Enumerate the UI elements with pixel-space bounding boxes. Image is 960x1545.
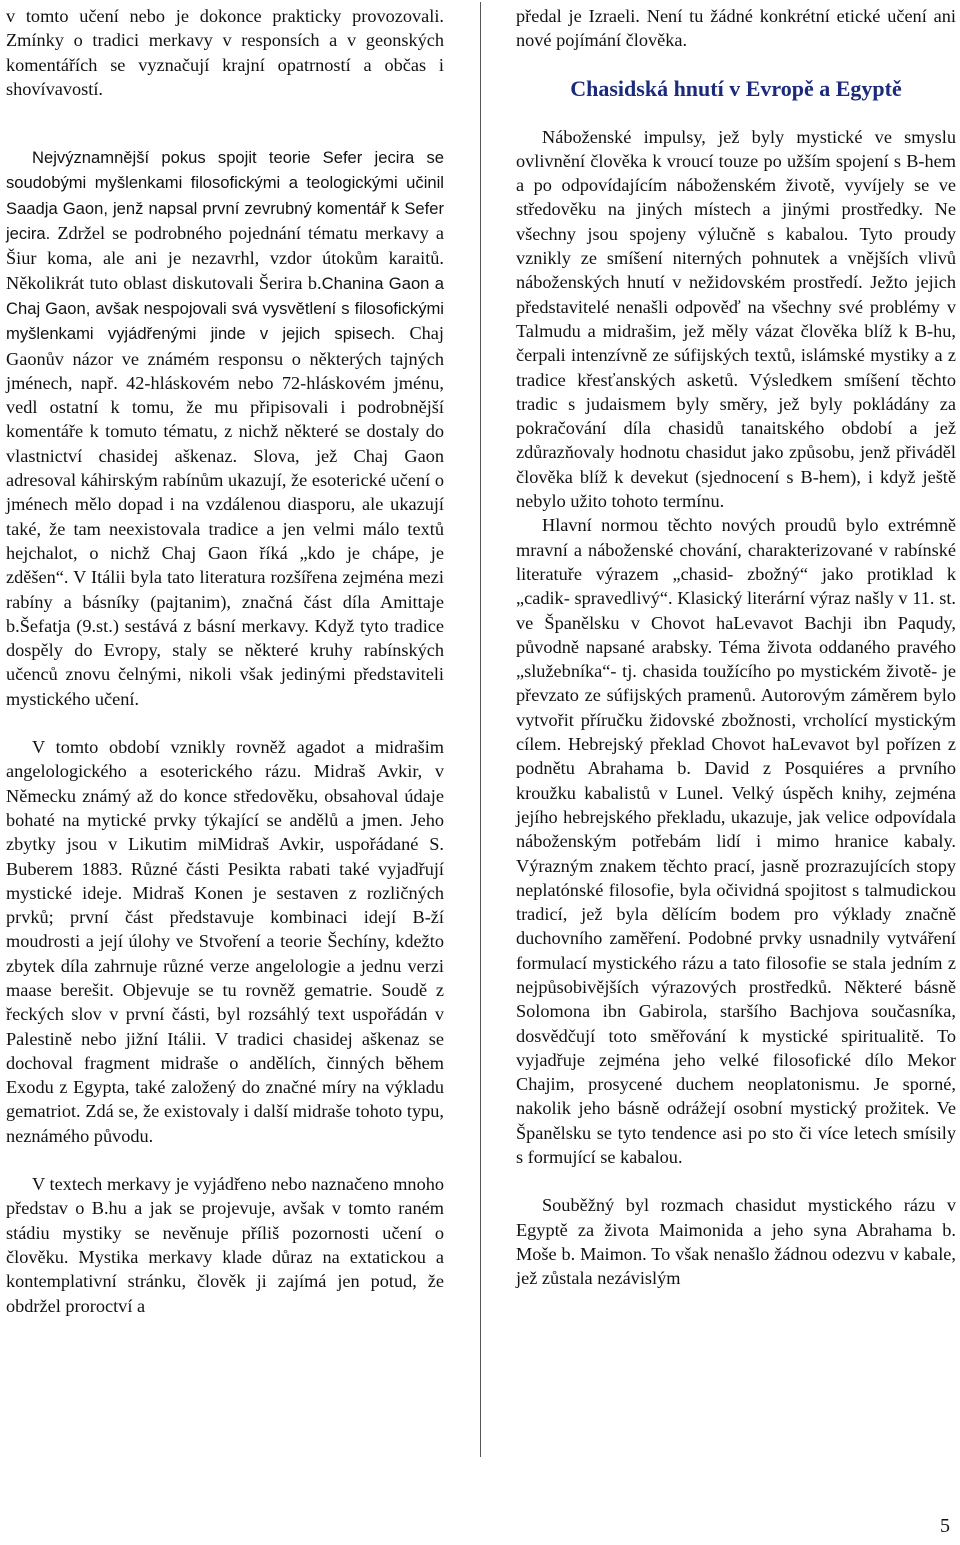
paragraph: Souběžný byl rozmach chasidut mystického rázu v Egyptě za života Maimonida a jeho syna Abrahama b. Moše b. Maimon. To však nenašlo žádnou odezvu v kabale, jež zůstala nezávislým (516, 1195, 956, 1289)
text-run: Nejvýznamnější pokus spojit teorie Sefer jecira se soudobými myšlenkami filosofickými a teologickými učinil Saadja Gaon, jenž napsal první zevrubný komentář k Sefer jecira. (6, 148, 444, 244)
paragraph: Hlavní normou těchto nových proudů bylo extrémně mravní a náboženské chování, charakterizované v rabínské literatuře výrazem „chasid- zbožný“ jako protiklad k „cadik- spravedlivý“. Klasický literární výraz našly v 11. st. ve Španělsku v Chovot haLevavot Bachji ibn Paqudy, původně napsané arabsky. Téma života oddaného pravého „služebníka“- tj. chasida toužícího po mystickém životě- je převzato ze súfijských pramenů. Autorovým záměrem bylo vytvořit příručku židovské zbožnosti, vrcholící mystickým cílem. Hebrejský překlad Chovot haLevavot byl pořízen z podnětu Abrahama b. David z Posquiéres a prvního kroužku kabalistů v Lunel. Velký úspěch knihy, zejména jejího hebrejského překladu, ukazuje, jak velice odpovídala náboženským potřebám lidí i mimo hranice kabaly. Výrazným znakem těchto prací, jasně prozrazujících stopy neplatónské filosofie, byla očividná spojitost s talmudickou tradicí, jež byla dělícím bodem pro výklady značně duchovního zaměření. Podobné prvky usnadnily vytváření formulací mystického rázu a tato filosofie se stala jedním z nejpůsobivějších výrazových prostředků. Některé básně Solomona ibn Gabirola, staršího Bachjova současníka, dosvědčují toto směřování k mystické spiritualitě. To vyjadřuje zejména jeho velké filosofické dílo Mekor Chajim, prosycené duchem neoplatonismu. Je sporné, nakolik jeho básně odrážejí osobní mystický prožitek. Ve Španělsku se tyto tendence asi po sto či více letech smísily s formující se kabalou. (516, 515, 956, 1168)
paragraph: Náboženské impulsy, jež byly mystické ve smyslu ovlivnění člověka k vroucí touze po užším spojení s B-hem a po odpovídajícím náboženském životě, vyvíjely se ve středověku na jiných místech a jinými prostředky. Ne všechny jsou spojeny výlučně s kabalou. Tyto proudy vznikly ze smíšení niterných pohnutek a vnějších vlivů náboženských hnutí v nežidovském prostředí. Ježto jejich představitelé nenašli odpověď na všechny své problémy v Talmudu a midrašim, jež měly vázat člověka blíž k B-hu, čerpali intenzívně ze súfijských textů, islámské mystiky a z tradice křesťanských asketů. Výsledkem smíšení těchto tradic s judaismem byly směry, jež byly pokládány za pokračování díla chasidů tanaitského období a jež zdůrazňovaly hodnotu chasidut jako způsobu, jenž přiváděl člověka blíž k devekut (sjednocení s B-hem), i když ještě nebylo užito tohoto termínu. (516, 126, 956, 512)
text-run: Chanina Gaon a Chaj Gaon, avšak nespojovali svá vysvětlení s filosofickými myšlenkami vyjádřenými jinde v jejich spisech. (6, 273, 445, 344)
paragraph: V textech merkavy je vyjádřeno nebo naznačeno mnoho představ o B.hu a jak se projevuje, avšak v tomto raném stádiu mystiky se nevěnuje příliš pozornosti učení o člověku. Mystika merkavy klade důraz na extatickou a kontemplativní stránku, člověk ji zajímá jen potud, že obdržel proroctví a (6, 1174, 444, 1316)
right-column (516, 4, 956, 1291)
text-run: Zdržel se podrobného pojednání tématu merkavy a Šiur koma, ale ani je nezavrhl, vzdor útokům karaitů. Několikrát tuto oblast diskutovali Šerira b. (6, 223, 445, 293)
column-divider (480, 2, 481, 1457)
paragraph: předal je Izraeli. Není tu žádné konkrétní etické učení ani nové pojímání člověka. (516, 6, 956, 51)
section-heading: Chasidská hnutí v Evropě a Egyptě (570, 75, 902, 101)
text-run: Chaj Gaonův názor ve známém responsu o některých tajných jménech, např. 42-hláskovém nebo 72-hláskovém jménu, vedl ostatní k tomu, že mu připisovali i podrobnější komentáře k tomuto tématu, z nichž některé se dostaly do vlastnictví chasidej aškenaz. Slova, jež Chaj Gaon adresoval káhirským rabínům ukazují, že esoterické učení o jménech mělo dopad i na vzdálenou diasporu, ale ukazují také, že tam neexistovala tradice a jen velmi málo textů hejchalot, o nichž Chaj Gaon říká „kdo je chápe, je zděšen“. V Itálii byla tato literatura rozšířena zejména mezi rabíny a básníky (pajtanim), značná část díla Amittaje b.Šefatja (9.st.) sestává z básní merkavy. Když tyto tradice dospěly do Evropy, staly se některé kruhy rabínských učenců znovu čelnými, nikoli však jedinými představiteli mystického učení. (6, 323, 444, 709)
paragraph (6, 145, 444, 711)
paragraph: v tomto učení nebo je dokonce prakticky provozovali. Zmínky o tradici merkavy v responsích a v geonských komentářích se vyznačují krajní opatrností a občas i shovívavostí. (6, 6, 444, 99)
paragraph: V tomto období vznikly rovněž agadot a midrašim angelologického a esoterického rázu. Midraš Avkir, v Německu známý až do konce středověku, obsahoval údaje bohaté na mytické prvky týkající se andělů a jmen. Jeho zbytky jsou v Likutim miMidraš Avkir, uspořádané S. Buberem 1883. Různé části Pesikta rabati také vyjadřují mystické ideje. Midraš Konen je sestaven z rozličných prvků; první část představuje kombinaci idejí B-ží moudrosti a její úlohy ve Stvoření a teorie Šechíny, kdežto zbytek díla zahrnuje různé verze angelologie a jednu verzi maase berešit. Objevuje se tu rovněž gematrie. Soudě z řeckých slov v první části, byl rozsáhlý text uspořádán v Palestině nebo jižní Itálii. V tradici chasidej aškenaz se dochoval fragment midraše o andělích, činných během Exodu z Egypta, také založený do značné míry na výkladu gematriot. Zdá se, že existovaly i další midraše tohoto typu, neznámého původu. (6, 737, 444, 1146)
left-column (6, 4, 444, 1318)
page-number: 5 (940, 1515, 950, 1537)
